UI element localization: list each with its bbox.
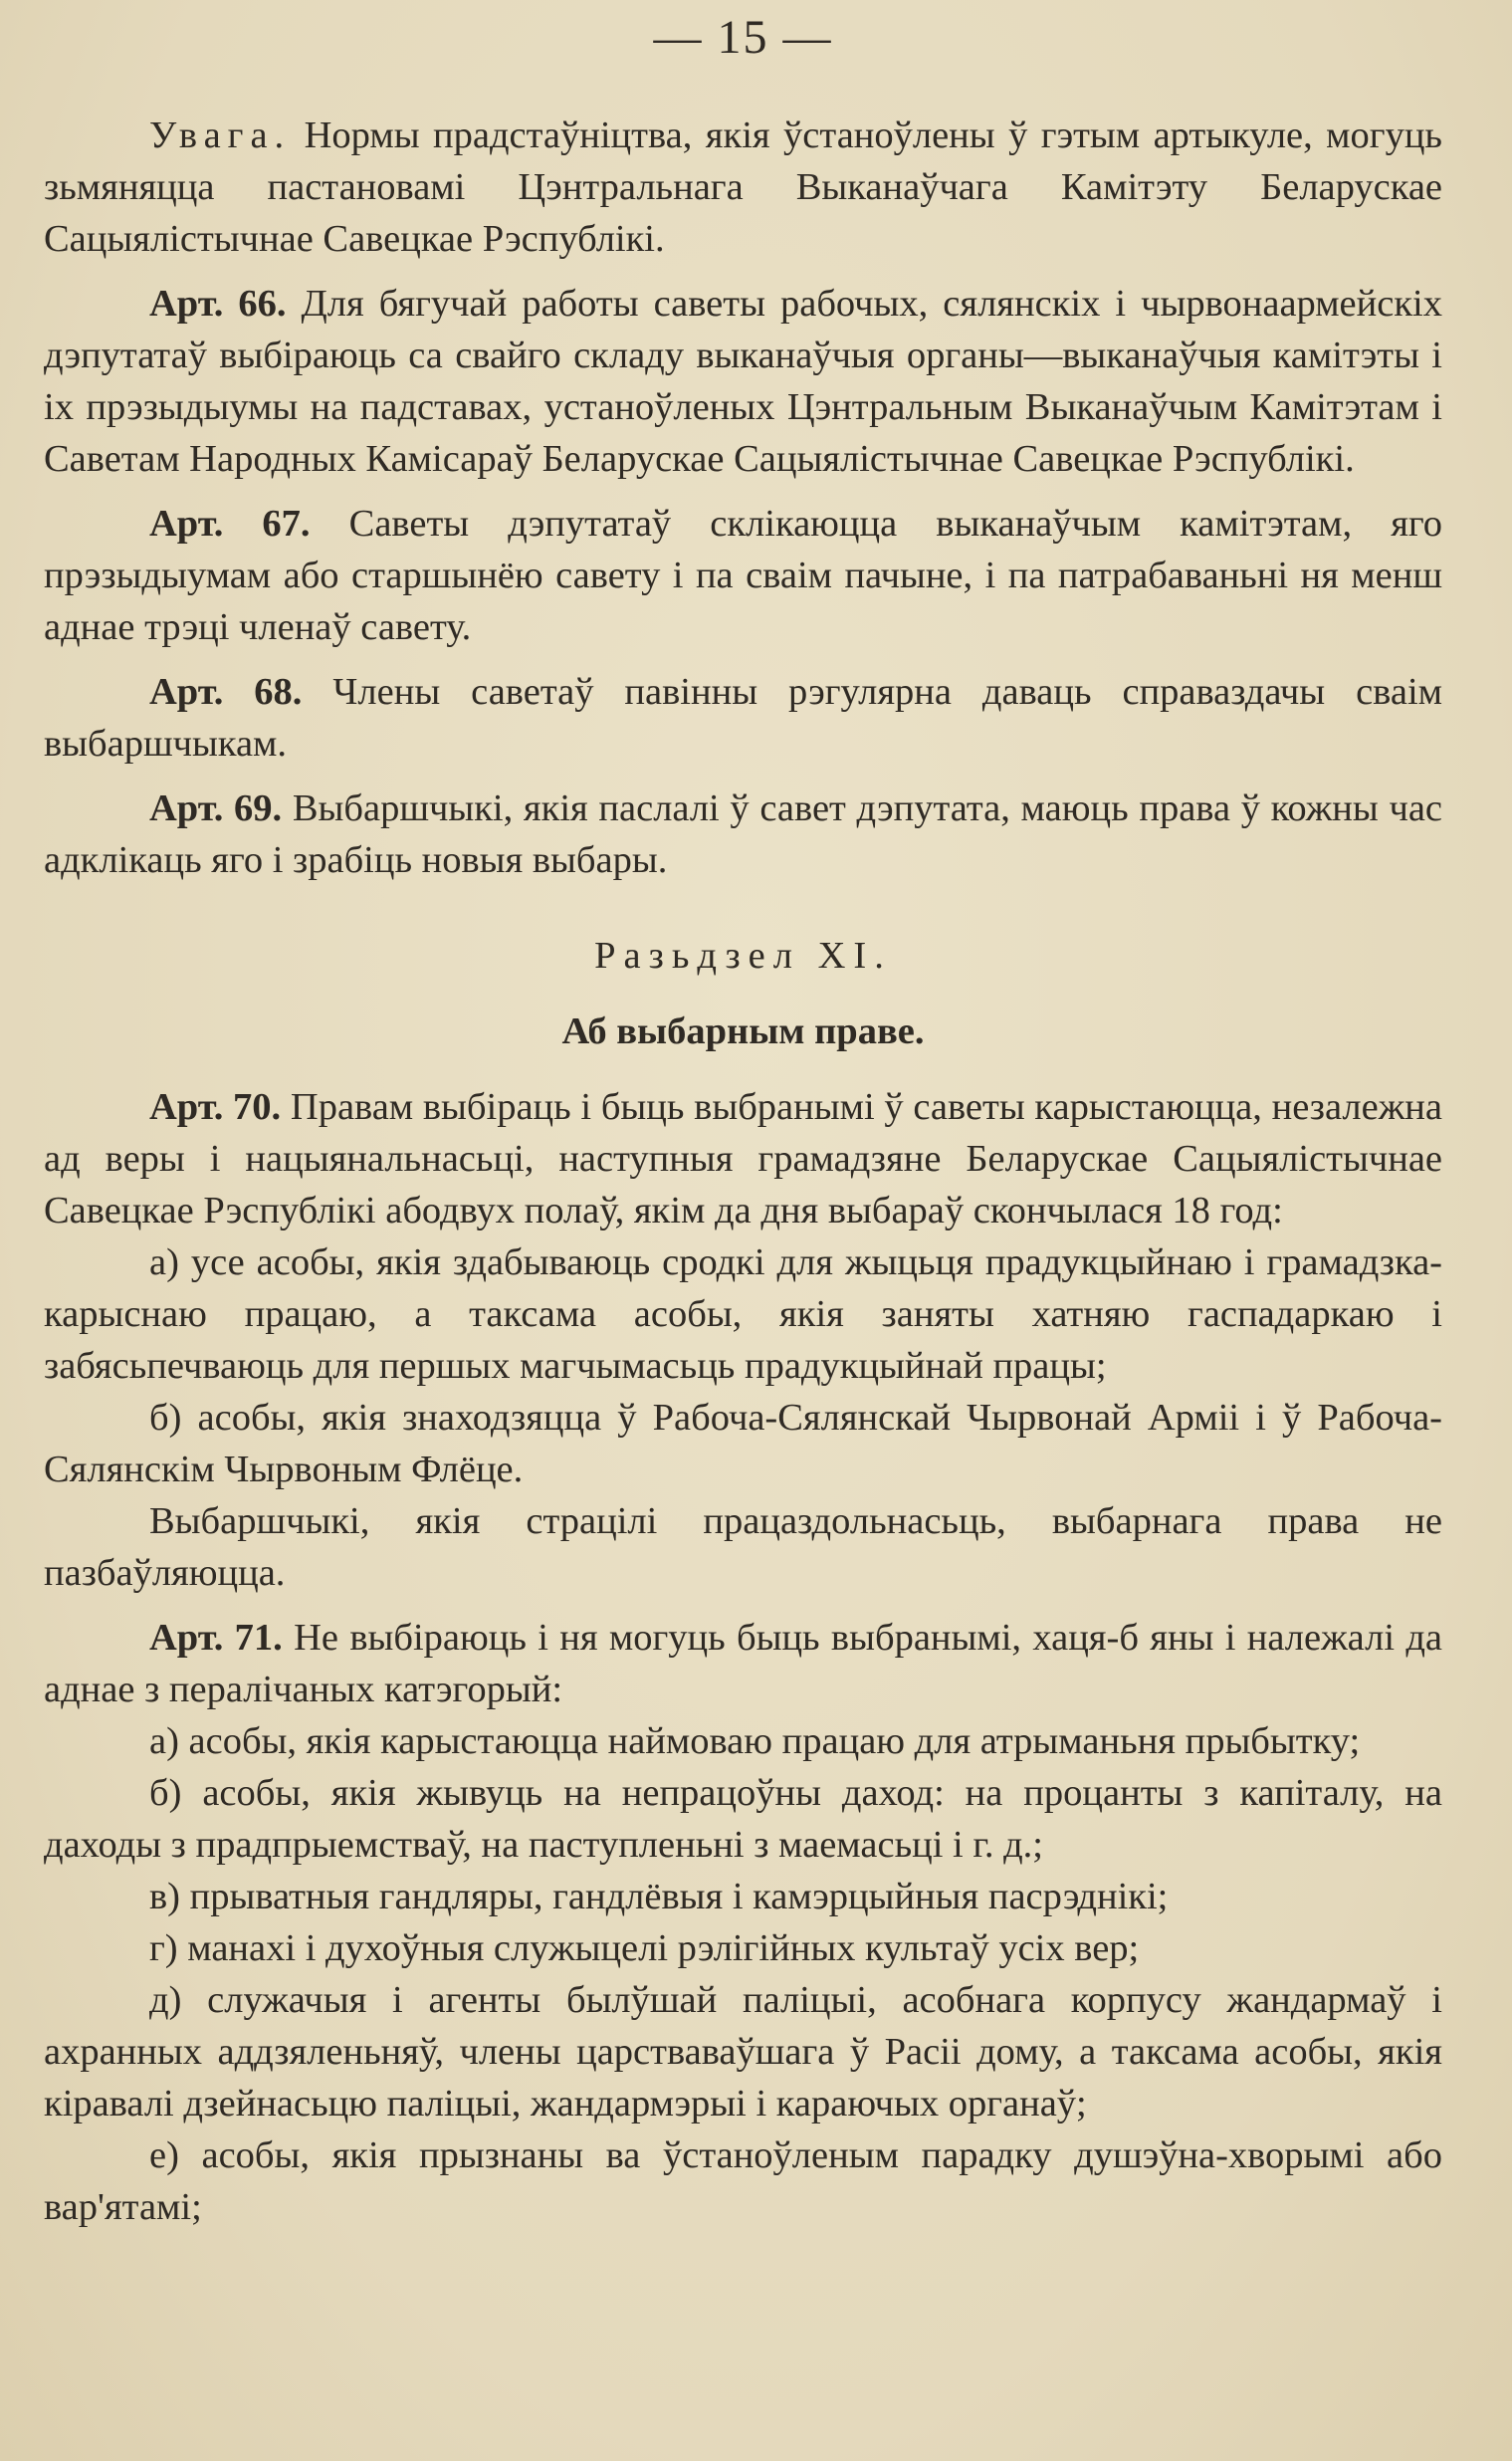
article-label: Арт. 69. [149,787,283,829]
article-70-closing: Выбаршчыкі, якія страцілі працаздольнасьць, выбарнага права не пазбаўляюцца. [44,1500,1442,1594]
page-number: — 15 — [653,11,833,64]
note-label: Увага. [149,114,292,156]
article-66 [44,278,1442,485]
article-text: Не выбіраюць і ня могуць быць выбранымі, хаця-б яны і належалі да аднае з пералічаных катэгорый: [44,1617,1442,1710]
article-71-item-d: г) манахі і духоўныя служыцелі рэлігійных культаў усіх вер; [149,1927,1140,1969]
article-71-item-c: в) прыватныя гандляры, гандлёвыя і камэрцыйныя пасрэднікі; [149,1876,1169,1917]
article-70 [44,1081,1442,1236]
article-label: Арт. 71. [149,1617,283,1659]
article-67 [44,498,1442,653]
article-text: Для бягучай работы саветы рабочых, сялянскіх і чырвонаармейскіх дэпутатаў выбіраюць са свайго складу выканаўчыя органы—выканаўчыя камітэты і іх прэзыдыумы на падставах, устаноўленых Цэнтральным Выканаўчым Камітэтам і Саветам Народных Камісараў Беларускае Сацыялістычнае Савецкае Рэспублікі. [44,283,1442,480]
article-71-item-f: е) асобы, якія прызнаны ва ўстаноўленым парадку душэўна-хворымі або вар'ятамі; [44,2134,1442,2228]
article-71 [44,1612,1442,1715]
article-text: Саветы дэпутатаў склікаюцца выканаўчым камітэтам, яго прэзыдыумам або старшынёю савету і па сваім пачыне, і па патрабаваньні ня менш аднае трэці членаў савету. [44,503,1443,648]
article-70-item-b: б) асобы, якія знаходзяцца ў Рабоча-Сялянскай Чырвонай Арміі і ў Рабоча-Сялянскім Чырвоным Флёце. [44,1397,1442,1490]
note-text: Нормы прадстаўніцтва, якія ўстаноўлены ў гэтым артыкуле, могуць зьмяняцца пастановамі Цэнтральнага Выканаўчага Камітэту Беларускае Сацыялістычнае Савецкае Рэспублікі. [44,114,1442,260]
article-text: Члены саветаў павінны рэгулярна даваць справаздачы сваім выбаршчыкам. [44,671,1443,765]
article-69 [44,783,1442,886]
article-label: Арт. 70. [149,1086,282,1128]
article-70-item-a: а) усе асобы, якія здабываюць сродкі для жыцьця прадукцыйнаю і грамадзка-карыснаю працаю, а таксама асобы, якія заняты хатняю гаспадаркаю і забясьпечваюць для першых магчымасьць прадукцыйнай працы; [44,1241,1442,1387]
article-text: Правам выбіраць і быць выбранымі ў саветы карыстаюцца, незалежна ад веры і нацыянальнасьці, наступныя грамадзяне Беларускае Сацыялістычнае Савецкае Рэспублікі абодвух полаў, якім да дня выбараў скончылася 18 год: [44,1086,1442,1231]
note-paragraph [44,110,1442,265]
article-text: Выбаршчыкі, якія паслалі ў савет дэпутата, маюць права ў кожны час адклікаць яго і зрабіць новыя выбары. [44,787,1442,881]
article-71-item-b: б) асобы, якія жывуць на непрацоўны даход: на процанты з капіталу, на даходы з прадпрыемстваў, на паступленьні з маемасьці і г. д.; [44,1772,1442,1866]
article-label: Арт. 66. [149,283,287,325]
article-68 [44,666,1442,770]
article-label: Арт. 68. [149,671,303,713]
section-title: Разьдзел XI. [594,935,892,977]
section-subtitle: Аб выбарным праве. [561,1010,925,1052]
article-label: Арт. 67. [149,503,311,545]
article-71-item-e: д) служачыя і агенты былўшай паліцыі, асобнага корпусу жандармаў і ахранных аддзяленьняў, члены царстваваўшага ў Расіі дому, а таксама асобы, якія кіравалі дзейнасьцю паліцыі, жандармэрыі і караючых органаў; [44,1979,1442,2125]
article-71-item-a: а) асобы, якія карыстаюцца наймоваю працаю для атрыманьня прыбытку; [149,1720,1361,1762]
